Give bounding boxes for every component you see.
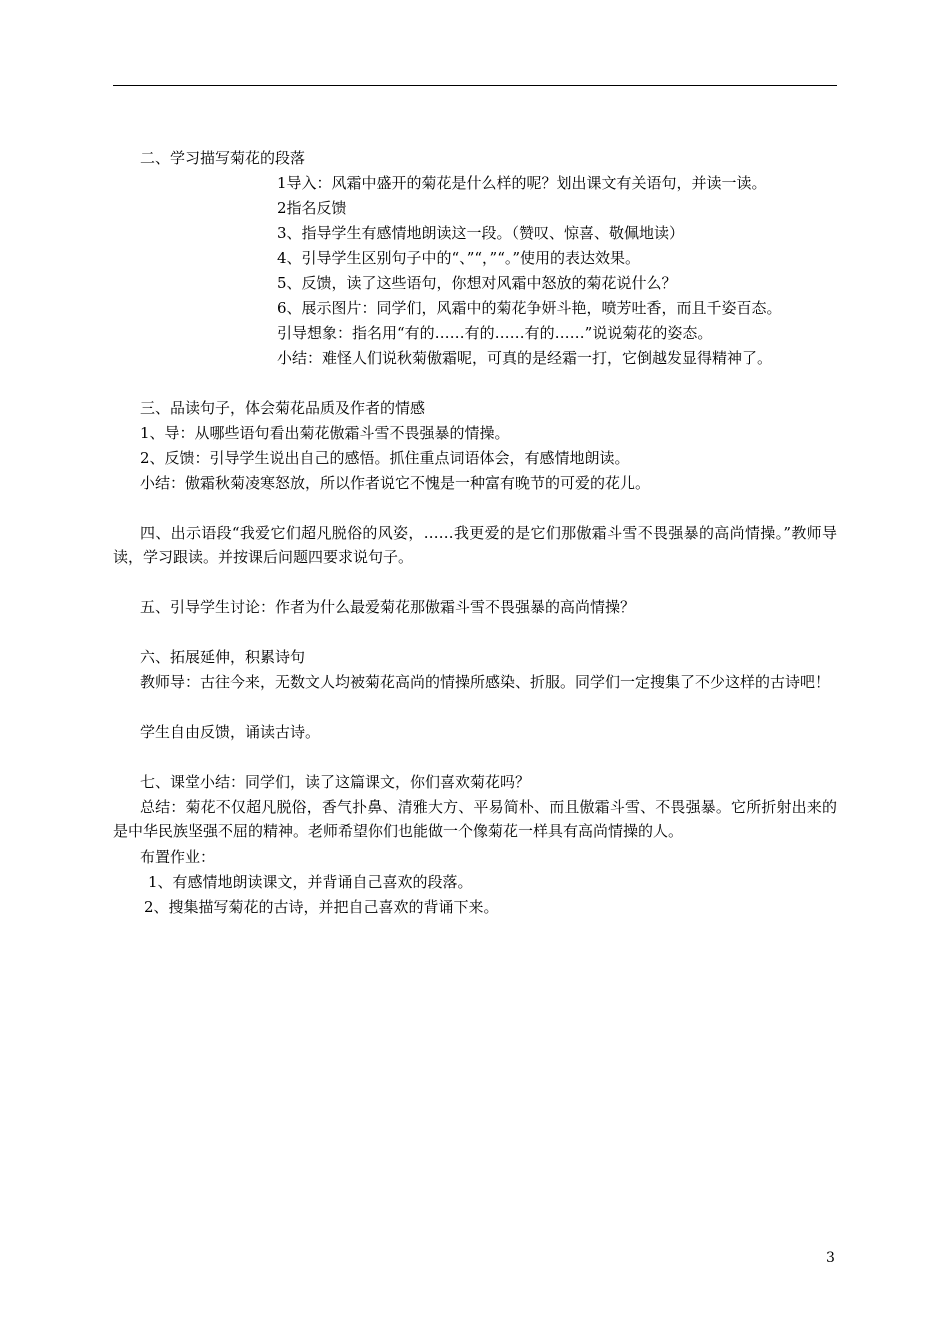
section-2-item-7: 引导想象：指名用“有的……有的……有的……”说说菊花的姿态。 (277, 324, 713, 342)
section-4-paragraph: 四、出示语段“我爱它们超凡脱俗的风姿，……我更爱的是它们那傲霜斗雪不畏强暴的高尚情操。”教师导读，学习跟读。并按课后问题四要求说句子。 (113, 524, 837, 566)
section-3-summary: 小结：傲霜秋菊凌寒怒放，所以作者说它不愧是一种富有晚节的可爱的花儿。 (140, 474, 651, 492)
section-2-item-3: 3、指导学生有感情地朗读这一段。（赞叹、惊喜、敬佩地读） (277, 224, 685, 242)
section-6-heading: 六、拓展延伸，积累诗句 (140, 648, 306, 666)
section-5-heading: 五、引导学生讨论：作者为什么最爱菊花那傲霜斗雪不畏强暴的高尚情操？ (140, 598, 636, 616)
homework-label: 布置作业： (140, 848, 216, 866)
section-2-item-1: 1导入：风霜中盛开的菊花是什么样的呢？划出课文有关语句，并读一读。 (277, 174, 767, 192)
section-6-line: 学生自由反馈，诵读古诗。 (140, 723, 321, 741)
section-3-item-2: 2、反馈：引导学生说出自己的感悟。抓住重点词语体会，有感情地朗读。 (140, 449, 630, 467)
section-2-item-6: 6、展示图片：同学们，风霜中的菊花争妍斗艳，喷芳吐香，而且千姿百态。 (277, 299, 782, 317)
header-rule (113, 85, 837, 86)
section-2-summary: 小结：难怪人们说秋菊傲霜呢，可真的是经霜一打，它倒越发显得精神了。 (277, 349, 773, 367)
page-number: 3 (826, 1250, 835, 1266)
homework-item-2: 2、搜集描写菊花的古诗，并把自己喜欢的背诵下来。 (144, 898, 499, 916)
section-7-summary: 总结：菊花不仅超凡脱俗，香气扑鼻、清雅大方、平易简朴、而且傲霜斗雪、不畏强暴。它所折射出来的是中华民族坚强不屈的精神。老师希望你们也能做一个像菊花一样具有高尚情操的人。 (113, 798, 837, 840)
homework-item-1: 1、有感情地朗读课文，并背诵自己喜欢的段落。 (148, 873, 473, 891)
section-2-item-5: 5、反馈，读了这些语句，你想对风霜中怒放的菊花说什么？ (277, 274, 677, 292)
section-2-heading: 二、学习描写菊花的段落 (140, 149, 306, 167)
section-7-heading: 七、课堂小结：同学们，读了这篇课文，你们喜欢菊花吗？ (140, 773, 531, 791)
section-3-item-1: 1、导：从哪些语句看出菊花傲霜斗雪不畏强暴的情操。 (140, 424, 510, 442)
section-2-item-2: 2指名反馈 (277, 199, 347, 217)
section-3-heading: 三、品读句子，体会菊花品质及作者的情感 (140, 399, 426, 417)
section-2-item-4: 4、引导学生区别句子中的“、”“，”“。”使用的表达效果。 (277, 249, 641, 267)
section-6-paragraph: 教师导：古往今来，无数文人均被菊花高尚的情操所感染、折服。同学们一定搜集了不少这样的古诗吧！ (140, 673, 831, 691)
